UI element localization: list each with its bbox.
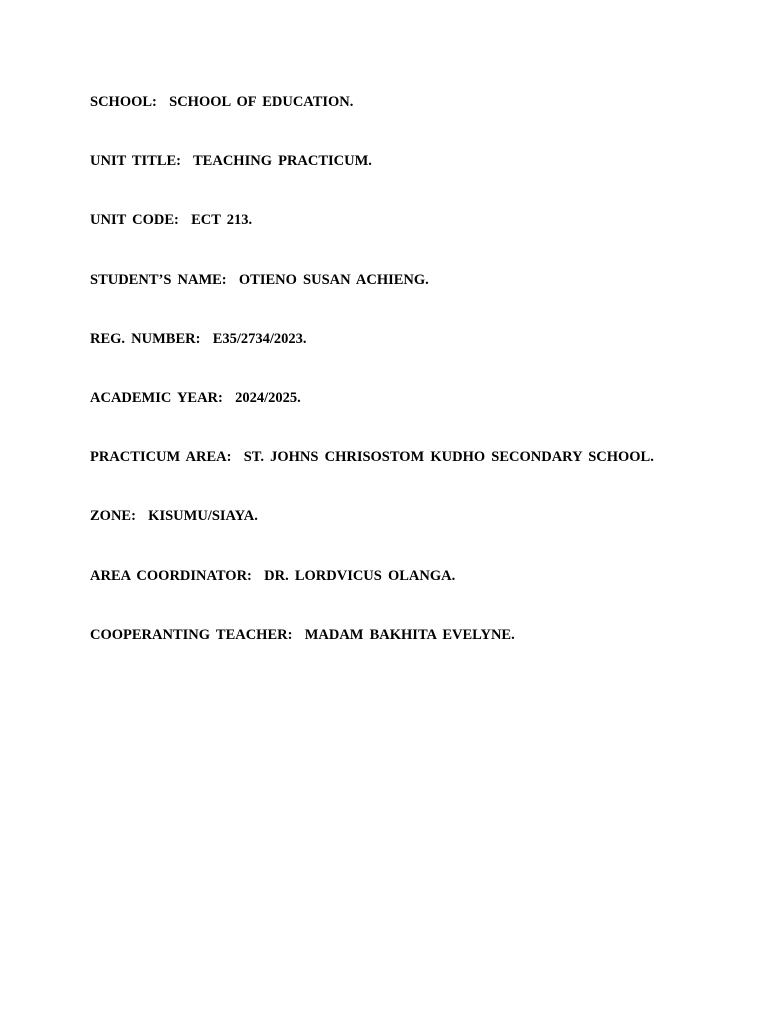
field-unit-code bbox=[90, 211, 730, 270]
field-value: TEACHING PRACTICUM. bbox=[193, 153, 372, 170]
field-unit-title bbox=[90, 152, 730, 211]
field-student-name bbox=[90, 271, 730, 330]
field-label: UNIT CODE: bbox=[90, 212, 179, 229]
field-value: DR. LORDVICUS OLANGA. bbox=[264, 567, 456, 584]
field-label: ZONE: bbox=[90, 508, 136, 525]
field-practicum-area bbox=[90, 448, 730, 507]
field-value: 2024/2025. bbox=[235, 389, 301, 406]
field-school bbox=[90, 93, 730, 152]
field-label: COOPERANTING TEACHER: bbox=[90, 626, 293, 643]
field-label: PRACTICUM AREA: bbox=[90, 449, 232, 466]
field-label: UNIT TITLE: bbox=[90, 153, 182, 170]
field-label: REG. NUMBER: bbox=[90, 330, 201, 347]
field-value: E35/2734/2023. bbox=[212, 330, 307, 347]
cover-details-list bbox=[90, 93, 730, 685]
field-value: SCHOOL OF EDUCATION. bbox=[169, 94, 354, 110]
field-value: KISUMU/SIAYA. bbox=[148, 508, 258, 525]
field-value: ST. JOHNS CHRISOSTOM KUDHO SECONDARY SCHOOL. bbox=[243, 449, 654, 466]
field-value: MADAM BAKHITA EVELYNE. bbox=[304, 626, 515, 643]
field-area-coordinator bbox=[90, 567, 730, 626]
field-label: STUDENT’S NAME: bbox=[90, 271, 227, 288]
field-value: OTIENO SUSAN ACHIENG. bbox=[238, 271, 429, 288]
field-label: ACADEMIC YEAR: bbox=[90, 389, 223, 406]
field-academic-year bbox=[90, 389, 730, 448]
field-value: ECT 213. bbox=[191, 212, 253, 229]
field-reg-number bbox=[90, 330, 730, 389]
field-label: AREA COORDINATOR: bbox=[90, 567, 252, 584]
field-cooperating-teacher bbox=[90, 626, 730, 685]
field-zone bbox=[90, 507, 730, 566]
field-label: SCHOOL: bbox=[90, 94, 157, 110]
